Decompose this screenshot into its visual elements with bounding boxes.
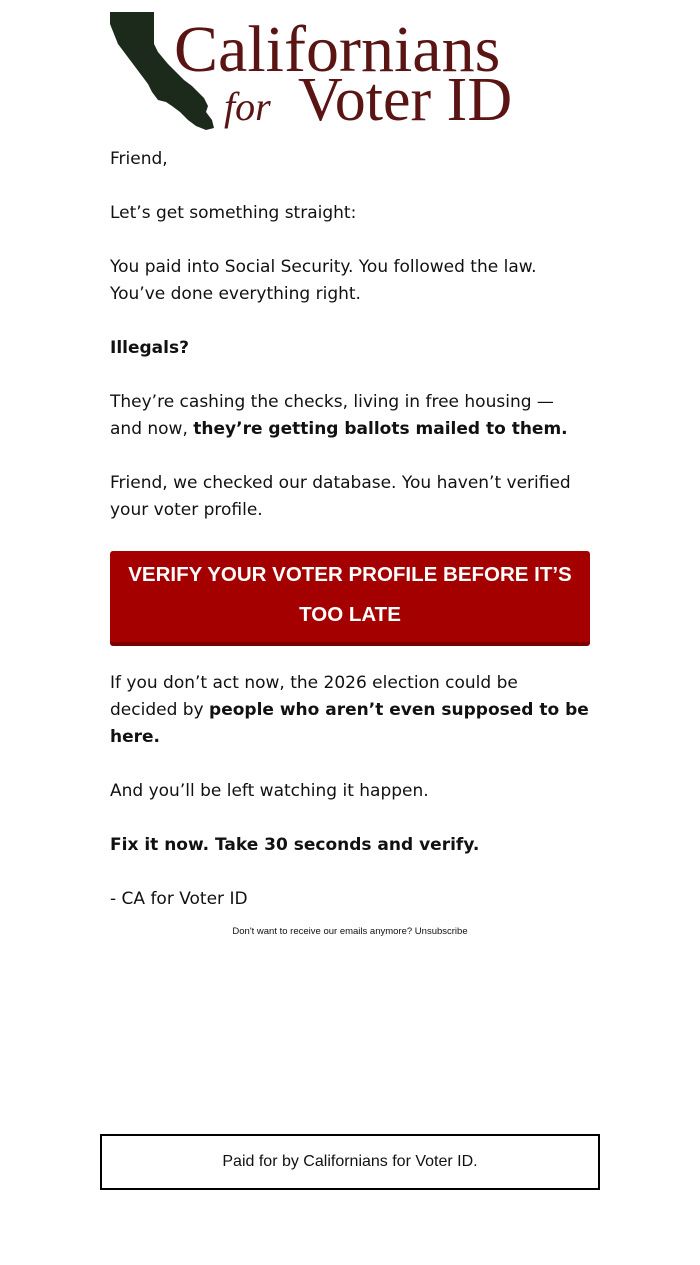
email-body bbox=[110, 146, 590, 940]
paragraph-intro: Let’s get something straight: bbox=[110, 203, 357, 223]
paid-for-disclaimer bbox=[100, 1134, 600, 1190]
ballots-bold: they’re getting ballots mailed to them. bbox=[193, 419, 568, 439]
election-bold: people who aren’t even supposed to be here. bbox=[110, 700, 589, 747]
fix-it-bold: Fix it now. Take 30 seconds and verify. bbox=[110, 835, 480, 855]
ballots-text: They’re cashing the checks, living in free housing — and now, bbox=[110, 392, 554, 439]
paragraph-election bbox=[110, 670, 590, 751]
greeting: Friend, bbox=[110, 149, 168, 169]
illegals-bold: Illegals? bbox=[110, 338, 189, 358]
election-text: If you don’t act now, the 2026 election could be decided by bbox=[110, 673, 518, 720]
unsubscribe-text: Don't want to receive our emails anymore? bbox=[232, 926, 415, 937]
unsubscribe-link[interactable]: Unsubscribe bbox=[414, 926, 468, 937]
paragraph-watching: And you’ll be left watching it happen. bbox=[110, 781, 429, 801]
unsubscribe-line bbox=[0, 926, 700, 937]
logo-line2: Voter ID bbox=[298, 66, 513, 134]
paragraph-social-security: You paid into Social Security. You followed the law. You’ve done everything right. bbox=[110, 257, 537, 304]
logo-line1: Californians bbox=[174, 13, 501, 86]
paragraph-illegals bbox=[110, 335, 590, 362]
paragraph-database: Friend, we checked our database. You haven’t verified your voter profile. bbox=[110, 473, 571, 520]
logo-for: for bbox=[224, 84, 271, 129]
signoff: - CA for Voter ID bbox=[110, 889, 248, 909]
verify-profile-button[interactable]: VERIFY YOUR VOTER PROFILE BEFORE IT’S TOO LATE bbox=[110, 551, 590, 646]
logo bbox=[108, 8, 592, 134]
paragraph-fix-it bbox=[110, 832, 590, 859]
paragraph-ballots bbox=[110, 389, 590, 443]
paid-for-text: Paid for by Californians for Voter ID. bbox=[222, 1153, 478, 1170]
